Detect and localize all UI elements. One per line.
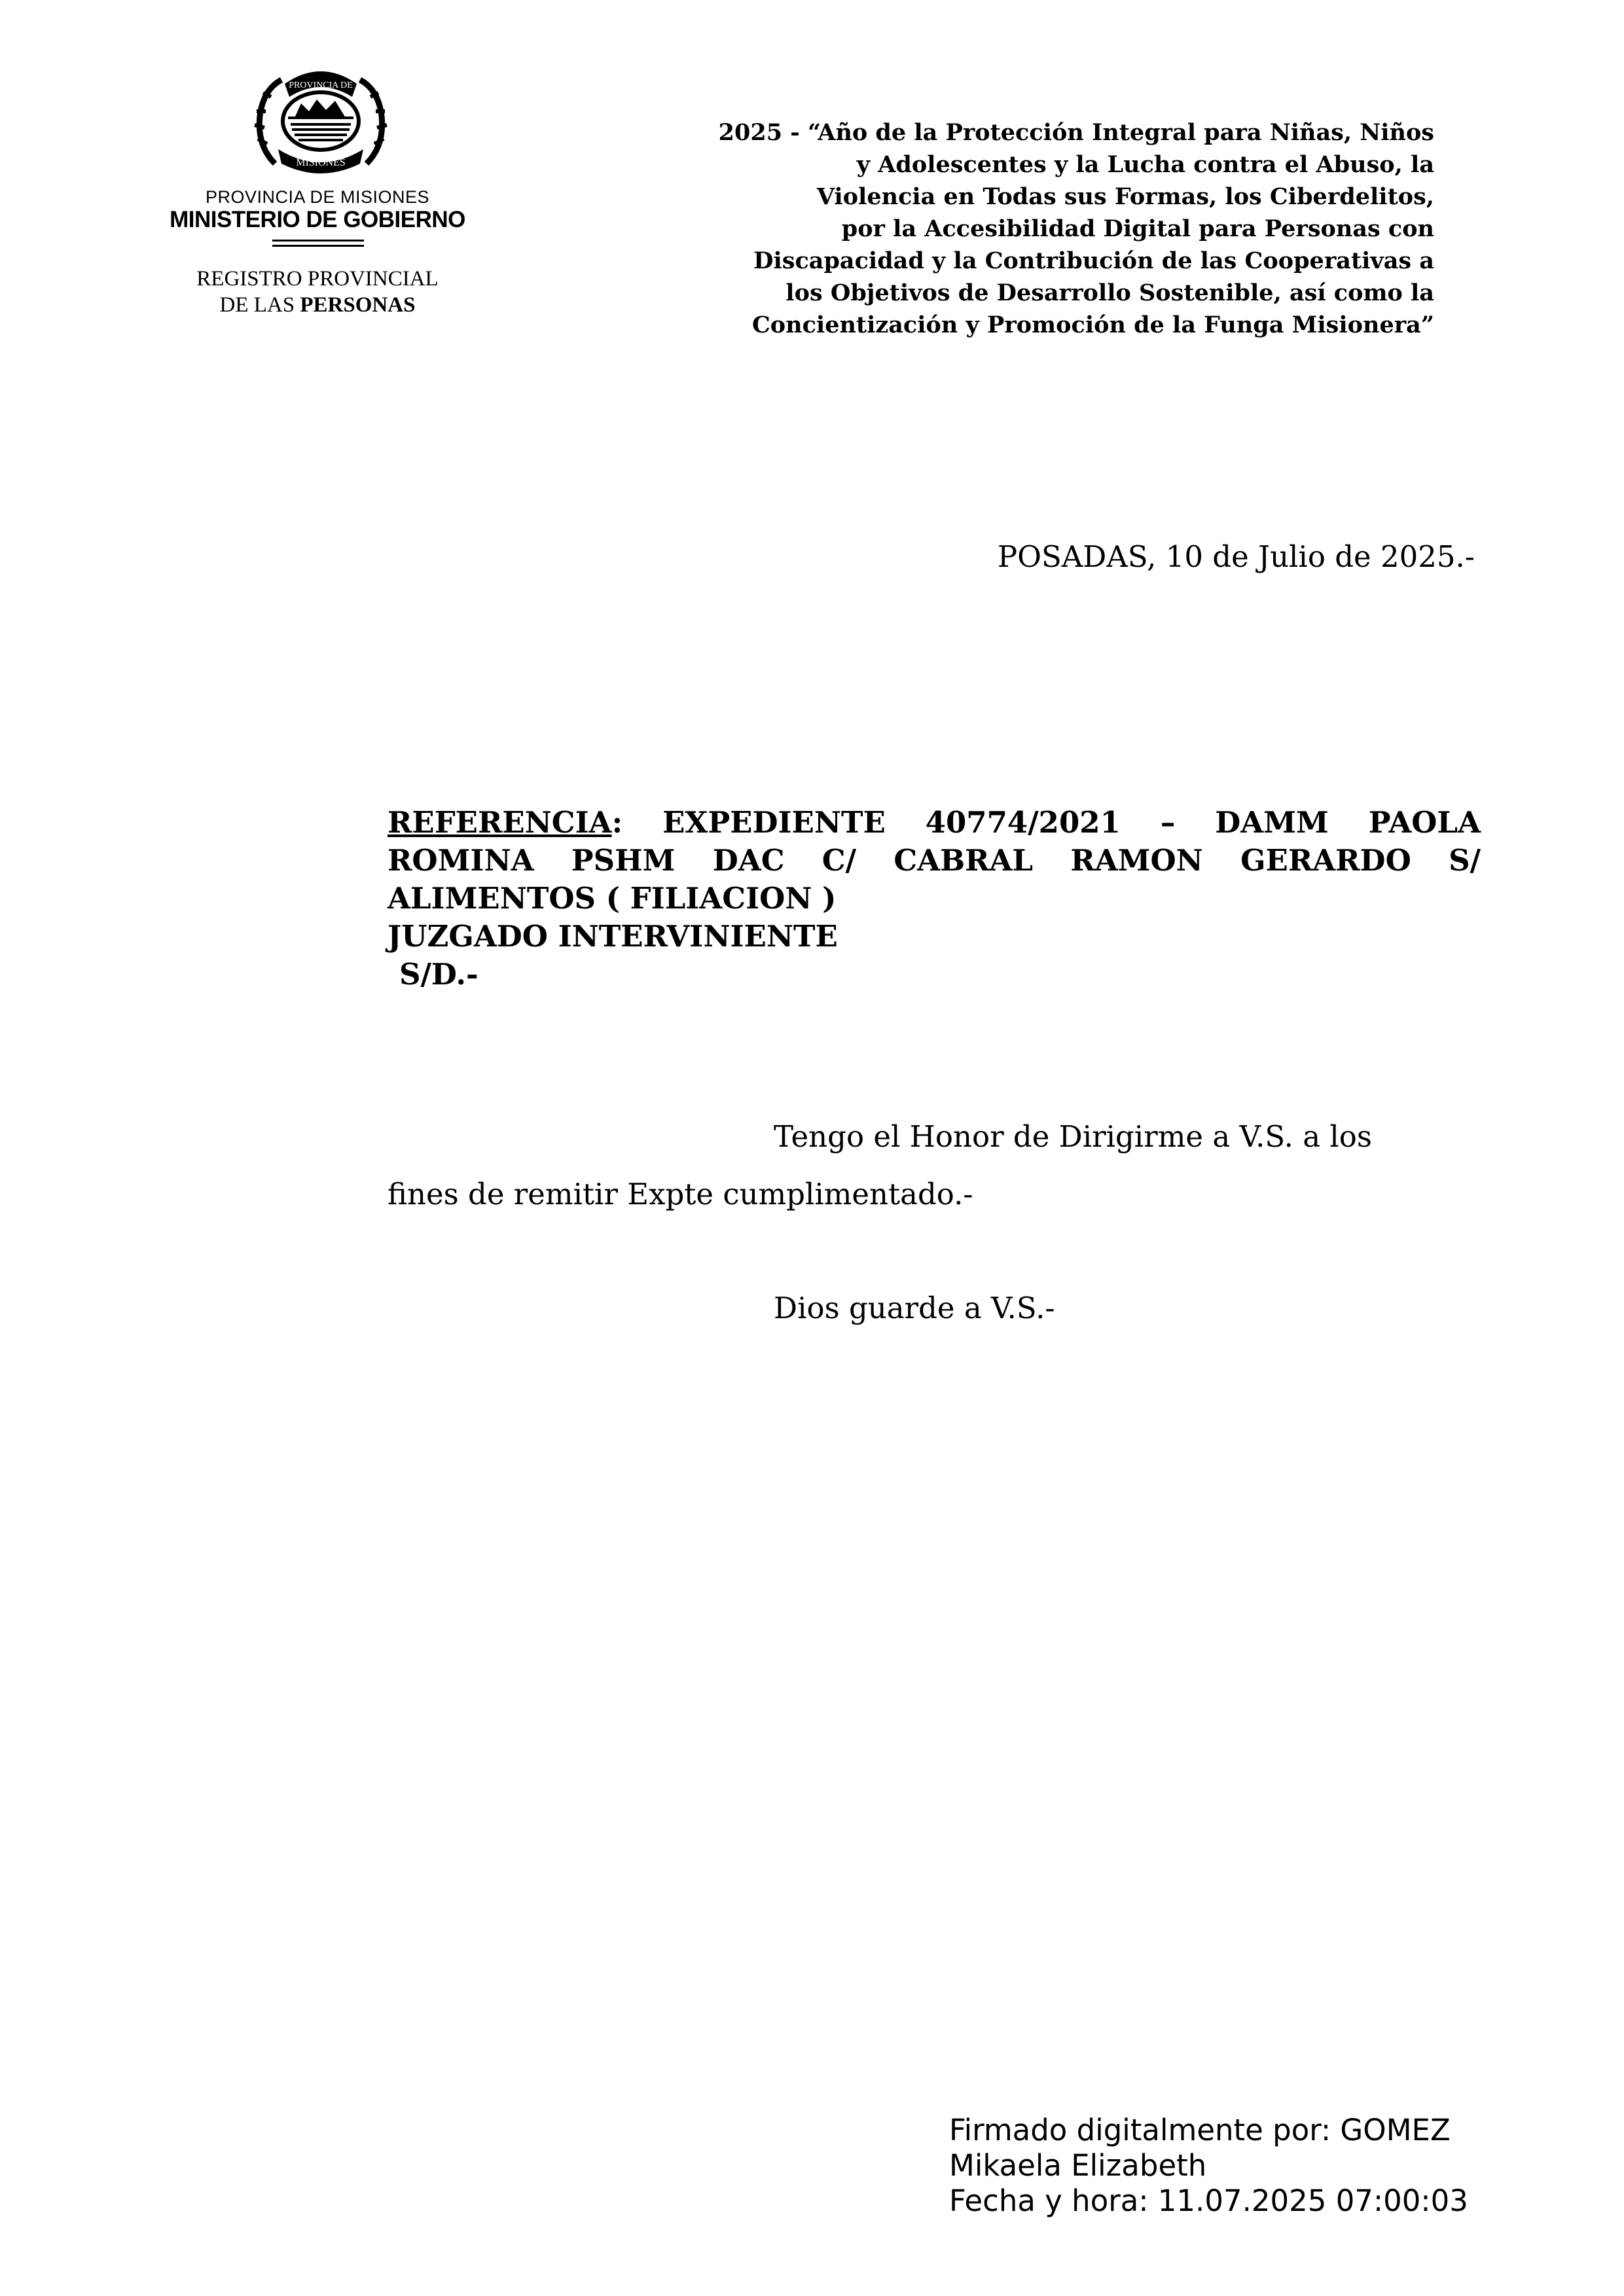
year-motto xyxy=(583,117,1434,341)
province-name: PROVINCIA DE MISIONES xyxy=(205,187,430,207)
provincia-de-misiones-seal-icon xyxy=(249,65,393,177)
ministry-name: MINISTERIO DE GOBIERNO xyxy=(170,207,465,232)
closing-line: Dios guarde a V.S.- xyxy=(774,1291,1055,1325)
date-line: POSADAS, 10 de Julio de 2025.- xyxy=(997,539,1475,574)
signature-line-2: Mikaela Elizabeth xyxy=(949,2148,1207,2183)
reference-line-2: ROMINA PSHM DAC C/ CABRAL RAMON GERARDO S/ xyxy=(388,843,1481,878)
motto-line: Concientización y Promoción de la Funga Misionera” xyxy=(751,312,1434,338)
motto-line: los Objetivos de Desarrollo Sostenible, así como la xyxy=(785,279,1434,306)
registry-line-2 xyxy=(170,292,465,318)
header-divider xyxy=(272,240,364,242)
reference-line-3: ALIMENTOS ( FILIACION ) xyxy=(388,881,837,916)
reference-block xyxy=(388,804,1481,994)
registry-name xyxy=(170,266,465,318)
registry-line-2-strong: PERSONAS xyxy=(300,293,416,317)
seal-text-bottom: MISIONES xyxy=(296,157,346,168)
signature-line-1: Firmado digitalmente por: GOMEZ xyxy=(949,2113,1451,2147)
motto-line: por la Accesibilidad Digital para Personas con xyxy=(841,215,1434,242)
motto-line: Violencia en Todas sus Formas, los Ciberdelitos, xyxy=(816,183,1434,210)
registry-line-2-prefix: DE LAS xyxy=(219,293,295,317)
registry-line-1: REGISTRO PROVINCIAL xyxy=(196,267,439,291)
digital-signature xyxy=(949,2113,1468,2219)
sd-line: S/D.- xyxy=(399,957,478,992)
court-line: JUZGADO INTERVINIENTE xyxy=(388,919,838,954)
motto-line: y Adolescentes y la Lucha contra el Abuso, la xyxy=(856,151,1434,178)
signature-line-3: Fecha y hora: 11.07.2025 07:00:03 xyxy=(949,2183,1468,2218)
motto-line: Discapacidad y la Contribución de las Cooperativas a xyxy=(753,247,1434,274)
reference-line-1-text: : EXPEDIENTE 40774/2021 – DAMM PAOLA xyxy=(611,805,1481,840)
seal-text-top: PROVINCIA DE xyxy=(289,81,353,90)
body-line-1: Tengo el Honor de Dirigirme a V.S. a los xyxy=(774,1119,1372,1154)
reference-line-1 xyxy=(388,804,1481,842)
header-divider xyxy=(272,245,364,247)
motto-line: 2025 - “Año de la Protección Integral para Niñas, Niños xyxy=(718,119,1434,146)
reference-label: REFERENCIA xyxy=(388,805,612,840)
body-line-2: fines de remitir Expte cumplimentado.- xyxy=(388,1177,973,1211)
